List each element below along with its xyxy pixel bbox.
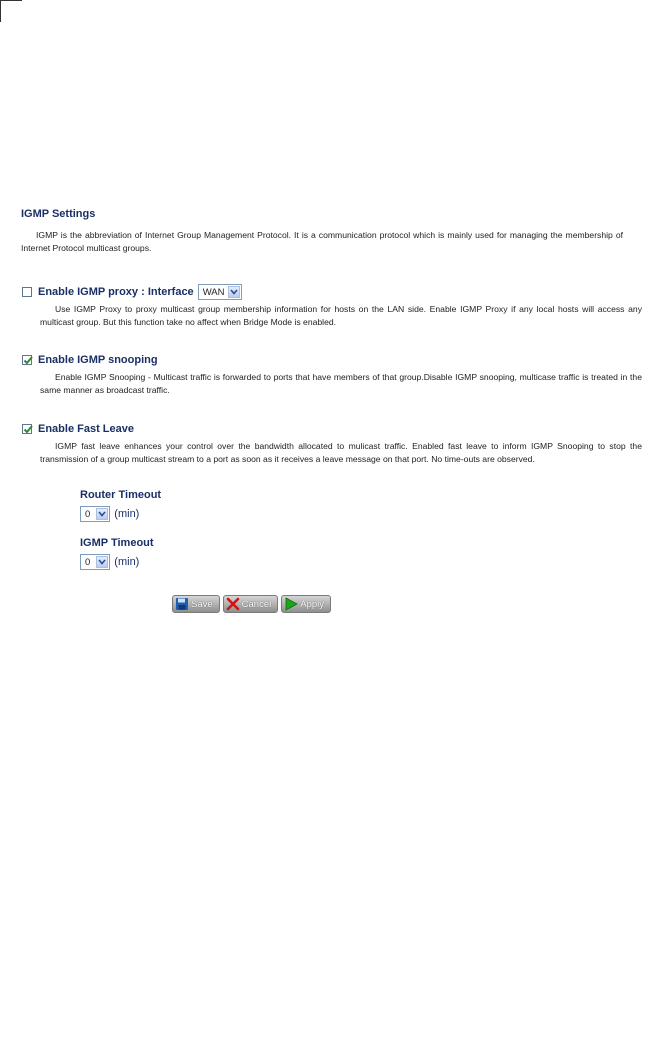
crop-mark-horizontal — [0, 0, 22, 1]
igmp-snooping-label: Enable IGMP snooping — [38, 354, 158, 366]
igmp-timeout-label: IGMP Timeout — [80, 537, 154, 549]
red-x-icon — [226, 597, 240, 611]
igmp-snooping-description: Enable IGMP Snooping - Multicast traffic is forwarded to ports that have members of that group.Disable IGMP snooping, multicase traffic is treated in the same manner as broadcast traffic. — [40, 372, 642, 395]
router-timeout-block — [80, 489, 161, 522]
green-play-icon — [284, 597, 298, 611]
router-timeout-select[interactable] — [80, 506, 110, 522]
fast-leave-description: IGMP fast leave enhances your control over the bandwidth allocated to mulicast traffic. Enabled fast leave to inform IGMP Snooping to stop the transmission of a group multicast stream to a port as soon as it receives a leave message on that port. No time-outs are observed. — [40, 441, 642, 464]
apply-button[interactable] — [281, 595, 331, 613]
floppy-disk-icon — [175, 597, 189, 611]
igmp-timeout-unit: (min) — [114, 556, 140, 568]
page-title: IGMP Settings — [21, 208, 96, 220]
fast-leave-checkbox[interactable] — [22, 424, 32, 434]
cancel-button-label: Cancel — [241, 598, 272, 610]
interface-select[interactable] — [198, 284, 242, 300]
fast-leave-label: Enable Fast Leave — [38, 423, 134, 435]
igmp-proxy-section — [22, 284, 642, 329]
crop-mark-vertical — [0, 0, 1, 22]
igmp-timeout-select[interactable] — [80, 554, 110, 570]
chevron-down-icon[interactable] — [96, 556, 108, 568]
save-button-label: Save — [191, 598, 213, 610]
check-icon — [22, 423, 34, 435]
check-icon — [22, 354, 34, 366]
igmp-timeout-value: 0 — [85, 556, 91, 568]
router-timeout-value: 0 — [85, 508, 91, 520]
router-timeout-unit: (min) — [114, 508, 140, 520]
intro-text: IGMP is the abbreviation of Internet Group Management Protocol. It is a communication protocol which is mainly used for managing the membership of Internet Protocol multicast groups. — [21, 230, 623, 253]
apply-button-label: Apply — [300, 598, 324, 610]
crop-mark — [0, 0, 24, 22]
action-buttons — [172, 595, 331, 613]
fast-leave-section — [22, 421, 642, 466]
igmp-proxy-description: Use IGMP Proxy to proxy multicast group membership information for hosts on the LAN side. Enable IGMP Proxy if any local hosts will access any multicast group. But this function take no affect when Bridge Mode is enabled. — [40, 304, 642, 327]
igmp-proxy-checkbox[interactable] — [22, 287, 32, 297]
interface-select-value: WAN — [202, 286, 225, 298]
igmp-snooping-section — [22, 352, 642, 397]
cancel-button[interactable] — [223, 595, 279, 613]
chevron-down-icon[interactable] — [96, 508, 108, 520]
igmp-proxy-label: Enable IGMP proxy : Interface — [38, 286, 194, 298]
igmp-timeout-block — [80, 537, 154, 570]
igmp-snooping-checkbox[interactable] — [22, 355, 32, 365]
router-timeout-label: Router Timeout — [80, 489, 162, 501]
chevron-down-icon[interactable] — [228, 286, 240, 298]
save-button[interactable] — [172, 595, 220, 613]
